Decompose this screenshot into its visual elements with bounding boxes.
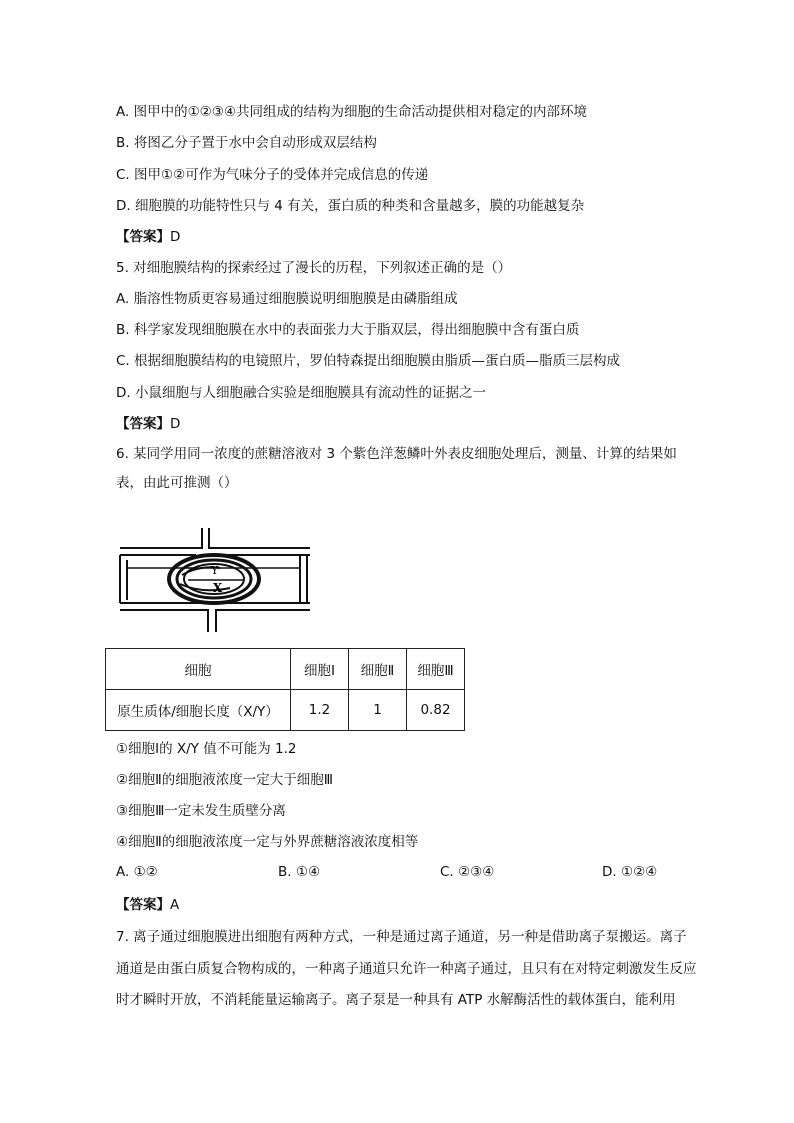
q6-statement-1: ①细胞Ⅰ的 X/Y 值不可能为 1.2 — [116, 741, 297, 757]
q6-statement-4: ④细胞Ⅱ的细胞液浓度一定与外界蔗糖溶液浓度相等 — [116, 834, 419, 850]
results-table — [105, 648, 465, 731]
q4-option-a: A. 图甲中的①②③④共同组成的结构为细胞的生命活动提供相对稳定的内部环境 — [116, 104, 587, 120]
q4-option-c: C. 图甲①②可作为气味分子的受体并完成信息的传递 — [116, 167, 429, 183]
table-header-cell: 细胞 — [106, 649, 291, 690]
q6-stem: 6. 某同学用同一浓度的蔗糖溶液对 3 个紫色洋葱鳞叶外表皮细胞处理后，测量、计算的结果如表，由此可推测（） — [116, 446, 677, 491]
q5-option-b: B. 科学家发现细胞膜在水中的表面张力大于脂双层，得出细胞膜中含有蛋白质 — [116, 322, 580, 338]
q5-option-c: C. 根据细胞膜结构的电镜照片，罗伯特森提出细胞膜由脂质—蛋白质—脂质三层构成 — [116, 353, 621, 369]
table-header-cell: 细胞Ⅲ — [407, 649, 465, 690]
answer-tag: 【答案】 — [116, 897, 170, 913]
answer-value: A — [170, 897, 180, 913]
table-header-row — [106, 649, 465, 690]
q6-answer — [116, 895, 179, 915]
table-header-cell: 细胞Ⅰ — [291, 649, 349, 690]
q5-option-d: D. 小鼠细胞与人细胞融合实验是细胞膜具有流动性的证据之一 — [116, 385, 486, 401]
q7-text: 7. 离子通过细胞膜进出细胞有两种方式，一种是通过离子通道，另一种是借助离子泵搬运。离子通道是由蛋白质复合物构成的，一种离子通道只允许一种离子通过，且只有在对特定刺激发生反应时才瞬时开放，不消耗能量运输离子。离子泵是一种具有 ATP 水解酶活性的载体蛋白，能利用 — [116, 929, 697, 1008]
plant-cell-figure — [110, 520, 320, 640]
q5-answer — [116, 414, 180, 434]
q6-choice-a: A. ①② — [116, 864, 158, 880]
table-cell: 1 — [349, 690, 407, 731]
figure-label-x: X — [213, 581, 223, 595]
table-cell: 1.2 — [291, 690, 349, 731]
answer-tag: 【答案】 — [116, 416, 170, 432]
table-header-cell: 细胞Ⅱ — [349, 649, 407, 690]
q5-option-a: A. 脂溶性物质更容易通过细胞膜说明细胞膜是由磷脂组成 — [116, 291, 458, 307]
answer-value: D — [170, 416, 181, 432]
table-cell: 0.82 — [407, 690, 465, 731]
q6-choice-c: C. ②③④ — [440, 864, 495, 880]
q6-choice-b: B. ①④ — [278, 864, 321, 880]
q5-stem: 5. 对细胞膜结构的探索经过了漫长的历程，下列叙述正确的是（） — [116, 260, 512, 276]
answer-tag: 【答案】 — [116, 229, 170, 245]
q6-choice-d: D. ①②④ — [602, 864, 658, 880]
table-cell: 原生质体/细胞长度（X/Y） — [106, 690, 291, 731]
q6-statement-2: ②细胞Ⅱ的细胞液浓度一定大于细胞Ⅲ — [116, 772, 334, 788]
answer-value: D — [170, 229, 181, 245]
q6-statement-3: ③细胞Ⅲ一定未发生质壁分离 — [116, 803, 286, 819]
q4-option-d: D. 细胞膜的功能特性只与 4 有关，蛋白质的种类和含量越多，膜的功能越复杂 — [116, 198, 585, 214]
q6-choices — [116, 864, 700, 884]
figure-label-y: Y — [211, 564, 219, 577]
q4-answer — [116, 227, 180, 247]
q4-option-b: B. 将图乙分子置于水中会自动形成双层结构 — [116, 135, 377, 151]
table-row — [106, 690, 465, 731]
